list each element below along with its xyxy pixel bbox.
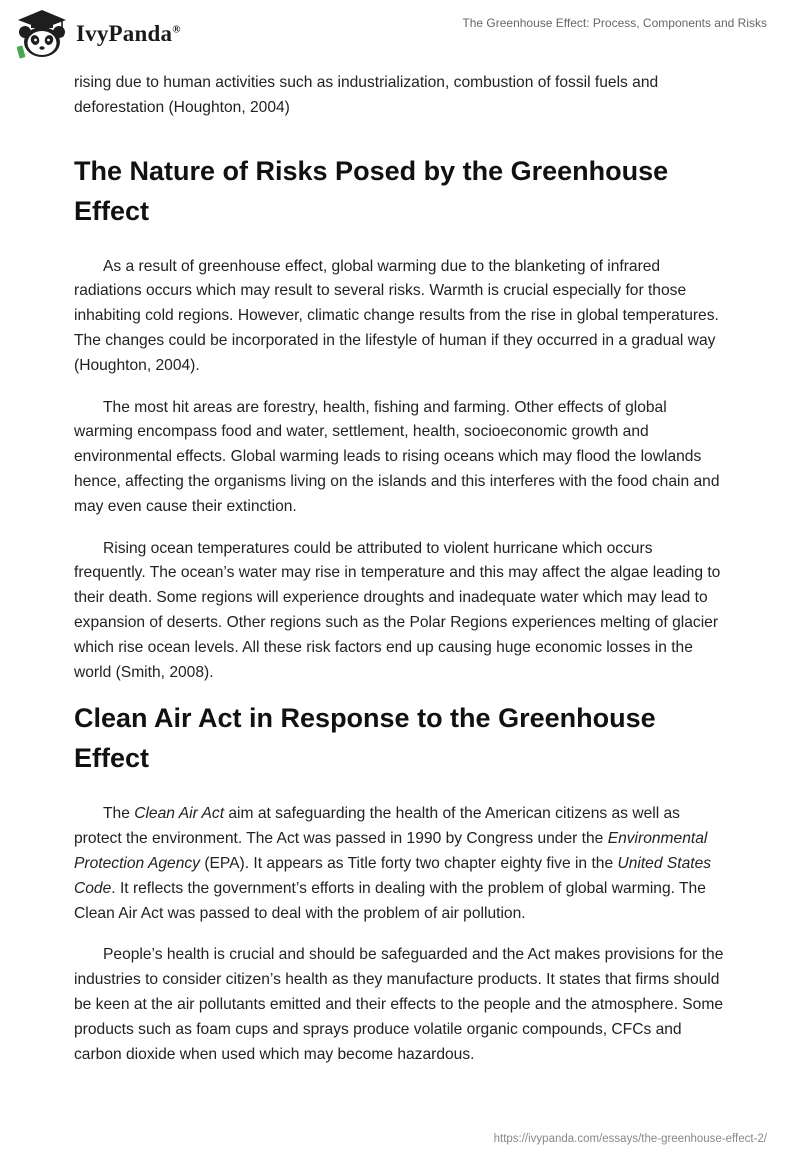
page-header	[0, 0, 800, 70]
paragraph: Rising ocean temperatures could be attributed to violent hurricane which occurs frequently. The ocean’s water may rise in temperature and this may affect the algae leading to their death. Some regions will experience droughts and inadequate water which may lead to expansion of deserts. Other regions such as the Polar Regions experiences melting of glacier which rise ocean levels. All these risk factors end up causing huge economic losses in the world (Smith, 2008).	[74, 539, 721, 681]
site-logo[interactable]	[14, 8, 181, 60]
source-url[interactable]: https://ivypanda.com/essays/the-greenhouse-effect-2/	[493, 1133, 767, 1145]
paragraph: People’s health is crucial and should be safeguarded and the Act makes provisions for the industries to consider citizen’s health as they manufacture products. It states that firms should be keen at the air pollutants emitted and their effects to the people and the atmosphere. Some products such as foam cups and sprays produce volatile organic compounds, CFCs and carbon dioxide when used which may become hazardous.	[74, 946, 724, 1063]
document-title: The Greenhouse Effect: Process, Components and Risks	[462, 16, 767, 30]
logo-wordmark: IvyPanda®	[76, 21, 181, 46]
essay-content	[74, 71, 726, 1067]
intro-paragraph: rising due to human activities such as industrialization, combustion of fossil fuels and deforestation (Houghton, 2004)	[74, 74, 659, 116]
paragraph: The Clean Air Act aim at safeguarding the health of the American citizens as well as protect the environment. The Act was passed in 1990 by Congress under the Environmental Protection Agency (EPA). It appears as Title forty two chapter eighty five in the United States Code. It reflects the government’s efforts in dealing with the problem of global warming. The Clean Air Act was passed to deal with the problem of air pollution.	[74, 805, 712, 922]
panda-graduate-icon	[14, 8, 70, 60]
section-heading-risks: The Nature of Risks Posed by the Greenhouse Effect	[74, 155, 669, 226]
section-heading-clean-air-act: Clean Air Act in Response to the Greenhouse Effect	[74, 703, 656, 774]
paragraph: As a result of greenhouse effect, global warming due to the blanketing of infrared radiations occurs which may result to several risks. Warmth is crucial especially for those inhabiting cold regions. However, climatic change results from the rise in global temperatures. The changes could be incorporated in the lifestyle of human if they occurred in a gradual way (Houghton, 2004).	[74, 257, 719, 374]
paragraph: The most hit areas are forestry, health, fishing and farming. Other effects of global warming encompass food and water, settlement, health, socioeconomic growth and environmental effects. Global warming leads to rising oceans which may flood the lowlands hence, affecting the organisms living on the islands and this interferes with the food chain and may even cause their extinction.	[74, 398, 720, 515]
